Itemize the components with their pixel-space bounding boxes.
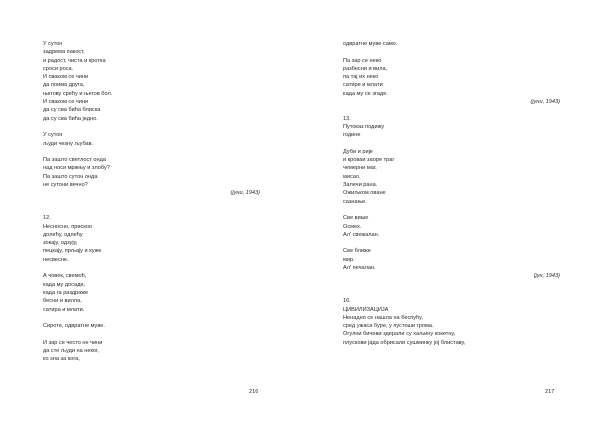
poem-line: Ненадно се нашла на беспућу, xyxy=(343,314,423,321)
poem-line: Ожиљком оване xyxy=(343,190,386,197)
page-number: 216 xyxy=(249,389,259,395)
poem-line: пецкају, прљају и куже xyxy=(43,248,102,255)
poem-line: да су сва бића једно. xyxy=(43,115,98,122)
poem-date: (јуни, 1943) xyxy=(530,99,560,106)
poem-line: над носи мржњу и злобу? xyxy=(43,165,110,172)
poem-line: када му се згаде. xyxy=(343,90,388,97)
poem-line: Ал' печалан. xyxy=(343,265,376,272)
poem-line: да су сва бића блиска xyxy=(43,107,101,114)
stanza xyxy=(43,214,260,264)
poem-line: ко зна за кога, xyxy=(43,356,80,363)
poem-line: па тај их неко xyxy=(343,74,379,81)
poem-line: Све више xyxy=(343,215,369,222)
poem-line: зокају, одзују, xyxy=(43,240,78,247)
poem-line: Огулни бичеви здерали су хаљину кокетну, xyxy=(343,331,456,338)
poem-line: 16. xyxy=(343,298,351,305)
left-poem-column xyxy=(43,40,260,364)
poem-line: И сваком се чини xyxy=(43,74,89,81)
poem-line: задрема пакост, xyxy=(43,49,85,56)
stanza xyxy=(343,40,560,48)
poem-line: сазнање. xyxy=(343,198,367,205)
right-poem-column xyxy=(343,40,560,347)
poem-line: 12. xyxy=(43,215,51,222)
poem-line: мир. xyxy=(343,256,355,263)
stanza xyxy=(343,115,560,140)
poem-line: мисао. xyxy=(343,173,361,180)
poem-line: Несносно, прискоо xyxy=(43,223,93,230)
poem-line: и кроваи заоре траг xyxy=(343,157,395,164)
stanza xyxy=(43,156,260,189)
stanza xyxy=(43,131,260,148)
poem-line: разбесни и вила, xyxy=(343,65,388,72)
poem-line: И сваком се чини xyxy=(43,99,89,106)
poem-line: да поима друга, xyxy=(43,82,85,89)
stanza xyxy=(43,339,260,364)
poem-line: плускови јада обрисали сушминку јој блиставу, xyxy=(343,339,466,346)
poem-line: године xyxy=(343,132,361,139)
poem-line: не сутони вечно? xyxy=(43,182,88,189)
poem-line: његову срећу и његов бол. xyxy=(43,90,113,97)
right-page xyxy=(300,0,600,423)
poem-line: људи чезну љубав. xyxy=(43,140,94,147)
poem-line: Па зашто сутон онда xyxy=(43,173,98,180)
poem-line: Осмех. xyxy=(343,223,362,230)
poem-line: Па зашто светлост онда xyxy=(43,157,107,164)
poem-line: Сироте, одвратне муве. xyxy=(43,323,105,330)
stanza xyxy=(43,40,260,123)
poem-line: У сутон xyxy=(43,41,63,47)
poem-line: несвесне. xyxy=(43,256,69,263)
stanza xyxy=(43,272,260,313)
poem-line: У сутон xyxy=(43,132,63,139)
page-number: 217 xyxy=(545,389,555,395)
poem-line: сатира и млати. xyxy=(43,306,85,313)
poem-line: сроси роса. xyxy=(43,65,74,72)
stanza xyxy=(343,297,560,347)
poem-line: А човек, свемоћ, xyxy=(43,273,87,280)
poem-date: (јуни, 1943) xyxy=(230,190,260,197)
poem-line: одвратне муве само. xyxy=(343,41,398,47)
poem-line: Све ближе xyxy=(343,248,371,255)
stanza xyxy=(343,214,560,239)
poem-line: да сте људи на некoг, xyxy=(43,347,99,354)
poem-line: сатире и млати xyxy=(343,82,383,89)
poem-line: долећу, одлећу xyxy=(43,231,83,238)
poem-line: И зар се често не чини xyxy=(43,339,103,346)
poem-line: Залечи рана. xyxy=(343,182,378,189)
stanza xyxy=(343,247,560,272)
poem-line: ЦИВИЛИЗАЦИЈА xyxy=(343,306,389,313)
poem-line: Дуби и рије xyxy=(343,148,373,155)
poem-line: Ал' свежалан. xyxy=(343,231,380,238)
poem-line: Па зар се неко xyxy=(343,57,382,64)
poem-line: чемерни маг, xyxy=(343,165,377,172)
poem-line: Путоказ подижу xyxy=(343,123,385,130)
stanza xyxy=(343,57,560,98)
stanza xyxy=(343,148,560,206)
stanza xyxy=(43,322,260,330)
poem-date: (јун, 1943) xyxy=(533,273,560,280)
poem-line: 13. xyxy=(343,115,351,122)
poem-line: сред ужаса буре, у пустоши грома. xyxy=(343,323,434,330)
poem-line: и радост, чиста и кротка xyxy=(43,57,106,64)
poem-line: када му досади, xyxy=(43,281,86,288)
poem-line: бесни и вилла, xyxy=(43,298,82,305)
poem-line: када га раздраже xyxy=(43,289,89,296)
